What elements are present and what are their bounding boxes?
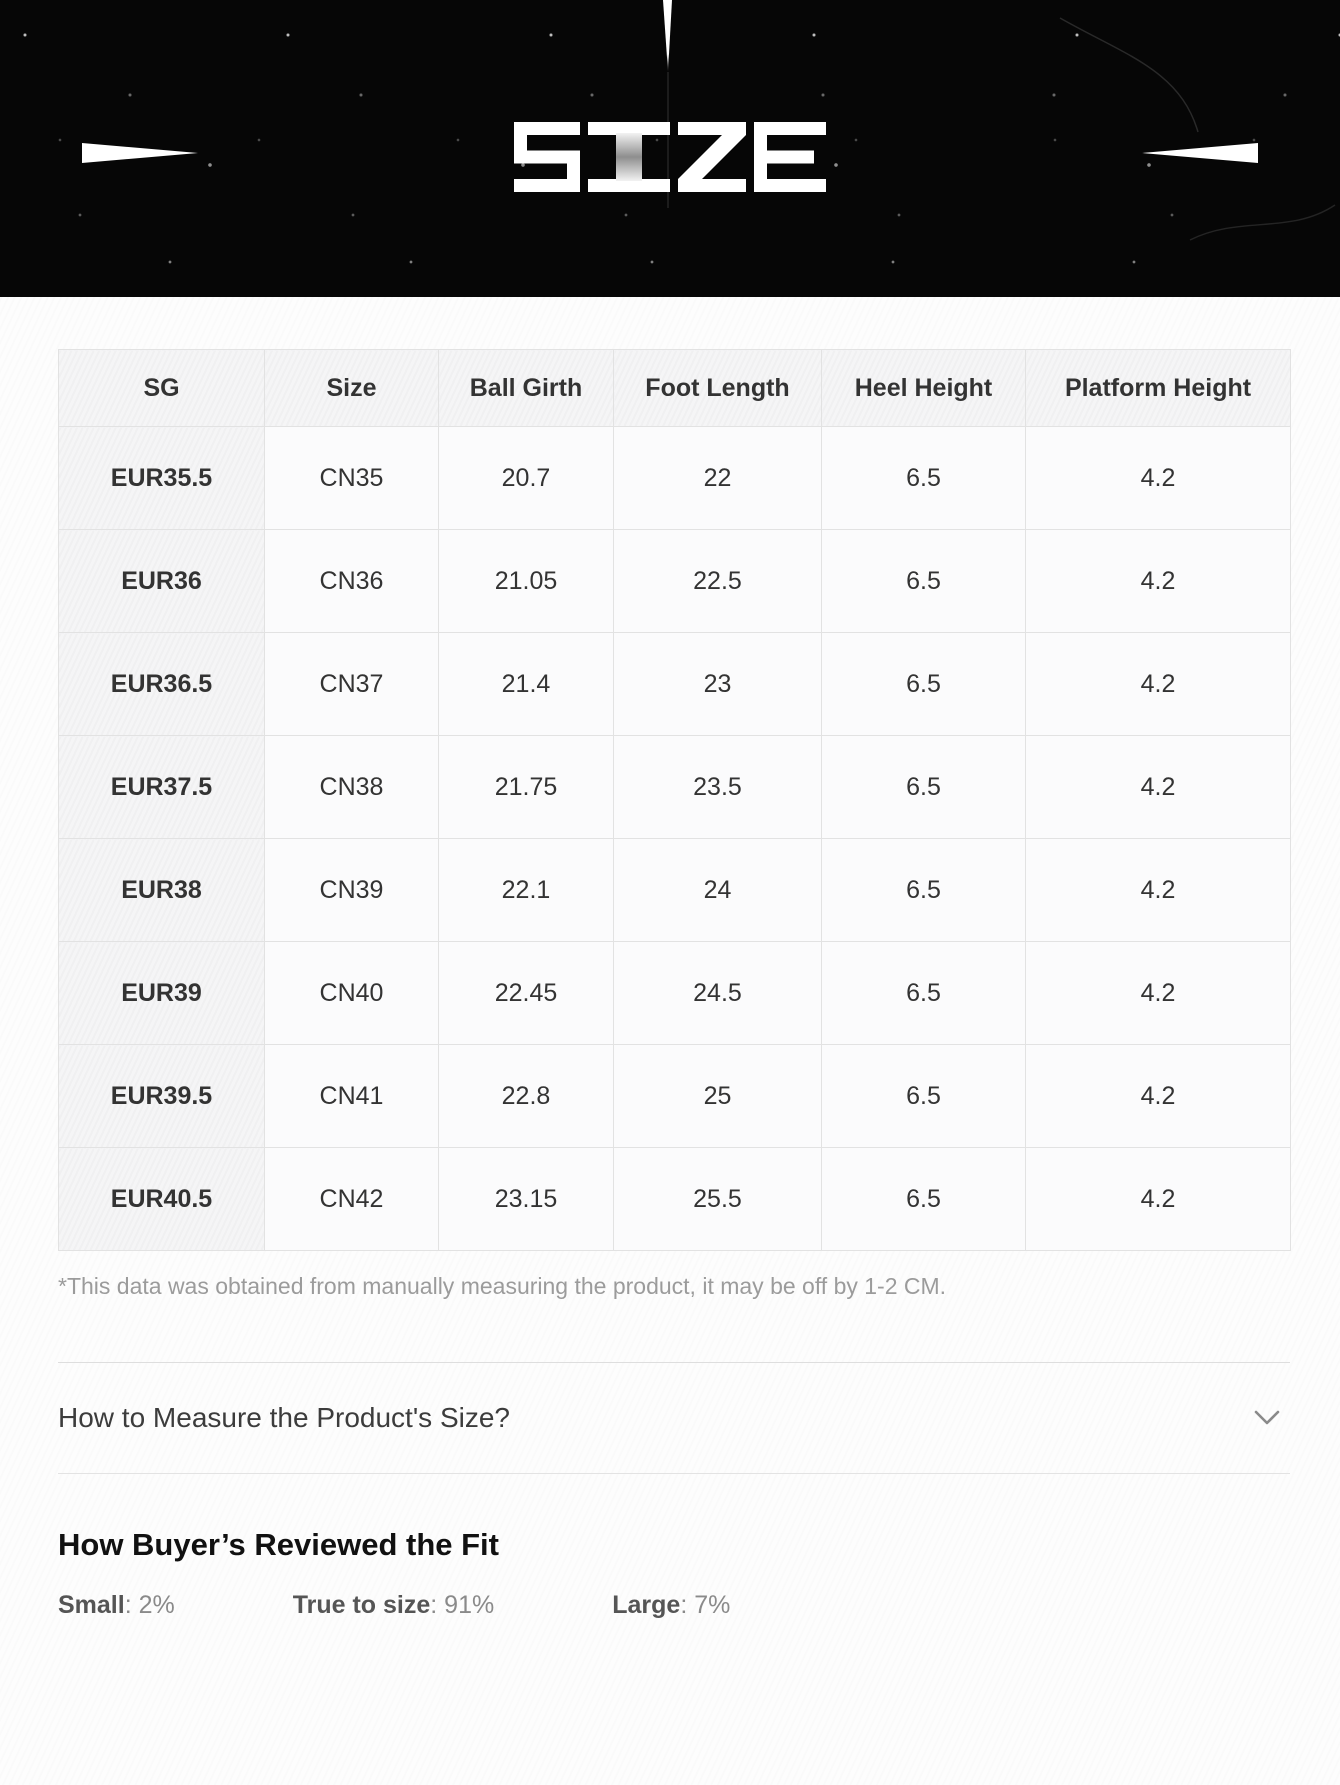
table-cell: CN42 [265, 1148, 439, 1251]
how-to-measure-accordion[interactable] [58, 1362, 1290, 1474]
table-cell: 4.2 [1026, 736, 1291, 839]
table-cell: 4.2 [1026, 633, 1291, 736]
table-cell: 24 [614, 839, 822, 942]
chevron-down-icon[interactable] [1252, 1409, 1282, 1427]
table-row [59, 1148, 1291, 1251]
table-cell: 21.4 [439, 633, 614, 736]
table-header-row [59, 350, 1291, 427]
table-cell: CN41 [265, 1045, 439, 1148]
table-row [59, 736, 1291, 839]
table-cell: 22.45 [439, 942, 614, 1045]
table-cell: 4.2 [1026, 1045, 1291, 1148]
table-cell: 4.2 [1026, 530, 1291, 633]
table-cell: 6.5 [822, 530, 1026, 633]
table-cell: 6.5 [822, 1148, 1026, 1251]
fit-stats [58, 1591, 1290, 1619]
fit-stat-label: True to size [292, 1591, 431, 1619]
fit-stat [293, 1591, 494, 1619]
fit-stat-value: : 91% [430, 1591, 495, 1619]
column-header: Heel Height [822, 350, 1026, 427]
row-header-cell: EUR37.5 [59, 736, 265, 839]
table-cell: 23.15 [439, 1148, 614, 1251]
table-row [59, 942, 1291, 1045]
table-cell: 20.7 [439, 427, 614, 530]
table-cell: 6.5 [822, 1045, 1026, 1148]
measurement-disclaimer: *This data was obtained from manually measuring the product, it may be off by 1-2 CM. [58, 1273, 947, 1299]
table-cell: 22.5 [614, 530, 822, 633]
table-cell: 25.5 [614, 1148, 822, 1251]
table-cell: 6.5 [822, 633, 1026, 736]
fit-stat [612, 1591, 730, 1619]
table-cell: 4.2 [1026, 427, 1291, 530]
table-cell: 22 [614, 427, 822, 530]
row-header-cell: EUR36 [59, 530, 265, 633]
column-header: Size [265, 350, 439, 427]
table-cell: 23.5 [614, 736, 822, 839]
size-chart-content [58, 297, 1290, 1619]
table-row [59, 427, 1291, 530]
table-cell: CN36 [265, 530, 439, 633]
table-cell: 4.2 [1026, 942, 1291, 1045]
fit-stat [58, 1591, 175, 1619]
fit-stat-label: Small [58, 1591, 125, 1619]
row-header-cell: EUR39 [59, 942, 265, 1045]
table-cell: 6.5 [822, 736, 1026, 839]
size-banner-graphics [0, 0, 1340, 297]
left-arrow-icon [82, 143, 198, 163]
row-header-cell: EUR38 [59, 839, 265, 942]
table-row [59, 530, 1291, 633]
table-cell: 6.5 [822, 839, 1026, 942]
table-cell: 6.5 [822, 942, 1026, 1045]
column-header: Ball Girth [439, 350, 614, 427]
fit-stat-label: Large [612, 1591, 681, 1619]
scratch-decoration [1190, 205, 1335, 240]
table-cell: CN38 [265, 736, 439, 839]
row-header-cell: EUR40.5 [59, 1148, 265, 1251]
table-cell: 21.05 [439, 530, 614, 633]
row-header-cell: EUR35.5 [59, 427, 265, 530]
how-to-measure-label: How to Measure the Product's Size? [58, 1402, 511, 1433]
table-cell: 24.5 [614, 942, 822, 1045]
scratch-decoration [1060, 18, 1198, 132]
needle-pointer-icon [663, 0, 672, 72]
table-cell: CN37 [265, 633, 439, 736]
row-header-cell: EUR36.5 [59, 633, 265, 736]
table-cell: 22.8 [439, 1045, 614, 1148]
fit-stat-value: : 7% [680, 1591, 731, 1619]
table-cell: 21.75 [439, 736, 614, 839]
table-cell: 6.5 [822, 427, 1026, 530]
size-table [58, 349, 1291, 1251]
table-row [59, 839, 1291, 942]
table-cell: CN35 [265, 427, 439, 530]
fit-review-heading: How Buyer’s Reviewed the Fit [58, 1527, 499, 1562]
table-cell: CN39 [265, 839, 439, 942]
table-cell: 22.1 [439, 839, 614, 942]
fit-stat-value: : 2% [124, 1591, 175, 1619]
right-arrow-icon [1142, 143, 1258, 163]
column-header: SG [59, 350, 265, 427]
column-header: Platform Height [1026, 350, 1291, 427]
table-cell: 25 [614, 1045, 822, 1148]
table-cell: CN40 [265, 942, 439, 1045]
row-header-cell: EUR39.5 [59, 1045, 265, 1148]
table-cell: 23 [614, 633, 822, 736]
column-header: Foot Length [614, 350, 822, 427]
table-row [59, 1045, 1291, 1148]
table-cell: 4.2 [1026, 1148, 1291, 1251]
size-title [514, 122, 826, 192]
table-cell: 4.2 [1026, 839, 1291, 942]
table-row [59, 633, 1291, 736]
size-banner [0, 0, 1340, 297]
